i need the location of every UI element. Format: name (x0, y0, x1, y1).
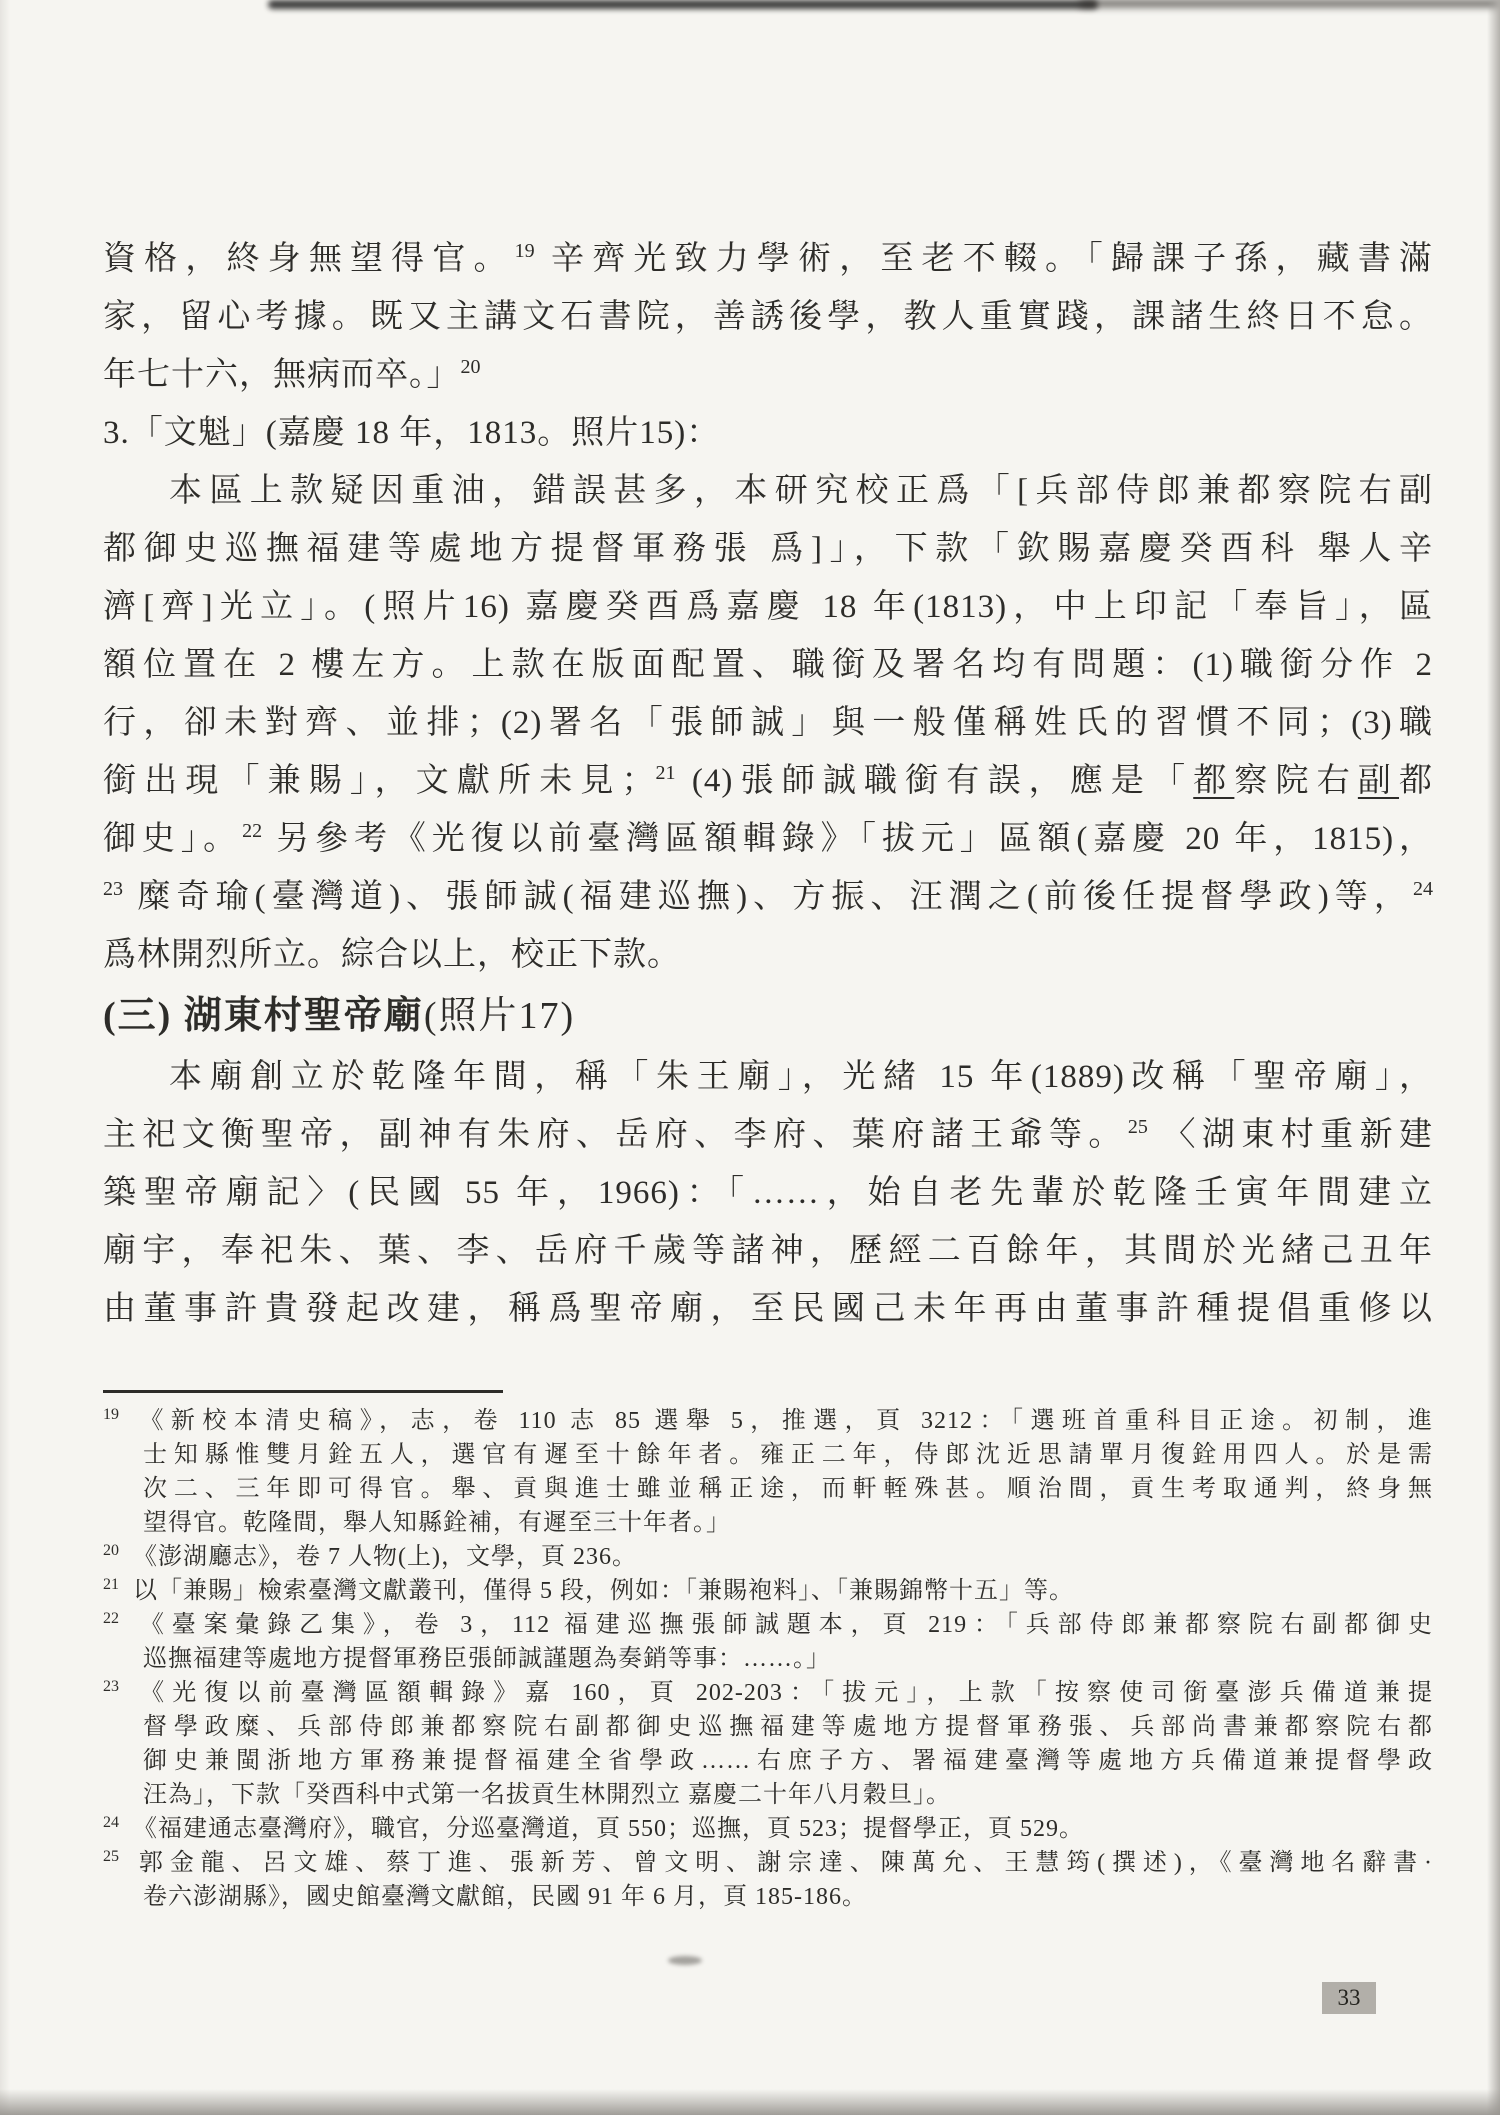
text-segment: 本區上款疑因重油，錯誤甚多，本研究校正爲「[兵部侍郎兼都察院右副 (169, 473, 1433, 509)
footnote-line: $^{24}$ 《福建通志臺灣府》，職官，分巡臺灣道，頁 550；巡撫，頁 523；提督學正，頁 529。 (103, 1814, 1084, 1842)
text-line (103, 1164, 1433, 1222)
text-segment: 爲林開烈所立。綜合以上，校正下款。 (103, 937, 681, 973)
footnote-line: 士知縣惟雙月銓五人，選官有遲至十餘年者。雍正二年，侍郎沈近思請單月復銓用四人。於是需 (143, 1442, 1433, 1468)
footnote-line: $^{23}$ 《光復以前臺灣區額輯錄》嘉 160，頁 202-203：「拔元」，上款「按察使司銜臺澎兵備道兼提 (103, 1678, 1433, 1706)
footnote-line: 望得官。乾隆間，舉人知縣銓補，有遲至三十年者。」 (143, 1510, 731, 1536)
text-segment: 銜出現「兼賜」，文獻所未見； (103, 763, 656, 799)
text-line (103, 346, 1433, 404)
text-line (103, 694, 1433, 752)
footnote-ref: 20 (460, 356, 481, 378)
footnote-number: 23 (103, 1678, 119, 1695)
text-segment: 主祀文衡聖帝，副神有朱府、岳府、李府、葉府諸王爺等。 (103, 1117, 1128, 1153)
text-segment: (4)張師誠職銜有誤，應是「 (675, 763, 1194, 799)
footnote-separator (103, 1390, 503, 1393)
text-segment: 察院右 (1234, 763, 1358, 799)
text-segment: 副 (1357, 763, 1400, 799)
main-text (103, 230, 1433, 1338)
scan-artifact-speck (668, 1956, 702, 1965)
text-segment: 濟[齊]光立」。(照片16) 嘉慶癸酉爲嘉慶 18 年(1813)，中上印記「奉旨」，區 (103, 589, 1433, 625)
text-segment: 廟宇，奉祀朱、葉、李、岳府千歲等諸神，歷經二百餘年，其間於光緒己丑年 (103, 1233, 1433, 1269)
scan-artifact-right-edge (1487, 0, 1500, 2115)
footnote-line: 次二、三年即可得官。舉、貢與進士雖並稱正途，而軒輊殊甚。順治間，貢生考取通判，終身無 (143, 1476, 1433, 1502)
text-segment: 築聖帝廟記〉(民國 55 年，1966)：「……，始自老先輩於乾隆壬寅年間建立 (103, 1175, 1433, 1211)
footnote-line: $^{20}$ 《澎湖廳志》，卷 7 人物(上)，文學，頁 236。 (103, 1542, 637, 1570)
footnote-ref: 25 (1127, 1116, 1148, 1138)
text-segment: 行，卻未對齊、並排；(2)署名「張師誠」與一般僅稱姓氏的習慣不同；(3)職 (103, 705, 1433, 741)
section-heading (103, 984, 1433, 1048)
footnote-line: $^{21}$ 以「兼賜」檢索臺灣文獻叢刊，僅得 5 段，例如：「兼賜袍料」、「兼賜錦幣十五」等。 (103, 1576, 1074, 1604)
footnote-number: 24 (103, 1814, 119, 1831)
footnote-line: 御史兼閩浙地方軍務兼提督福建全省學政……右庶子方、署福建臺灣等處地方兵備道兼提督學政 (143, 1748, 1433, 1774)
text-segment: 年七十六，無病而卒。」 (103, 357, 461, 393)
footnote-number: 20 (103, 1542, 119, 1559)
text-segment: (照片17) (423, 995, 576, 1037)
scan-artifact-left-edge (0, 0, 10, 2115)
text-line (103, 288, 1433, 346)
text-segment: 3.「文魁」(嘉慶 18 年，1813。照片15)： (103, 415, 721, 451)
text-segment: 都 (1193, 763, 1235, 799)
footnote-ref: 23 (103, 878, 123, 900)
footnote-ref: 21 (655, 762, 676, 784)
footnote-ref: 24 (1413, 878, 1433, 900)
footnote-line: 汪為」，下款「癸酉科中式第一名拔貢生林開烈立 嘉慶二十年八月穀旦」。 (143, 1782, 951, 1808)
text-segment: 另參考《光復以前臺灣區額輯錄》「拔元」區額(嘉慶 20 年，1815)， (262, 821, 1433, 857)
footnotes (103, 1404, 1433, 1914)
text-line (103, 578, 1433, 636)
footnote-number: 19 (103, 1406, 119, 1423)
text-line (103, 1280, 1433, 1338)
text-segment: 御史」。 (103, 821, 243, 857)
text-segment: 資格，終身無望得官。 (103, 241, 515, 277)
footnote-line: 巡撫福建等處地方提督軍務臣張師誠謹題為奏銷等事：……。」 (143, 1646, 831, 1672)
footnote-ref: 22 (242, 820, 263, 842)
text-segment: 家，留心考據。既又主講文石書院，善誘後學，教人重實踐，課諸生終日不怠。 (103, 299, 1433, 335)
text-segment: 糜奇瑜(臺灣道)、張師誠(福建巡撫)、方振、汪潤之(前後任提督學政)等， (123, 879, 1413, 915)
text-segment: 〈湖東村重新建 (1147, 1117, 1434, 1153)
scan-artifact-top-streak (268, 0, 1098, 9)
text-line (103, 1222, 1433, 1280)
footnote-line: $^{22}$ 《臺案彙錄乙集》，卷 3，112 福建巡撫張師誠題本，頁 219：「兵部侍郎兼都察院右副都御史 (103, 1610, 1433, 1638)
scan-artifact-bottom-edge (0, 2089, 1500, 2115)
text-segment: (三) 湖東村聖帝廟 (103, 995, 424, 1037)
text-line (103, 520, 1433, 578)
text-line (103, 810, 1433, 868)
text-line (103, 230, 1433, 288)
page-number: 33 (1322, 1982, 1376, 2014)
footnote-line: 督學政糜、兵部侍郎兼都察院右副都御史巡撫福建等處地方提督軍務張、兵部尚書兼都察院右都 (143, 1714, 1433, 1740)
footnote-line: $^{19}$ 《新校本清史稿》，志，卷 110 志 85 選舉 5，推選，頁 3212：「選班首重科目正途。初制，進 (103, 1406, 1433, 1434)
text-line (103, 926, 1433, 984)
text-line (103, 404, 1433, 462)
text-line (103, 868, 1433, 926)
text-segment: 額位置在 2 樓左方。上款在版面配置、職銜及署名均有問題：(1)職銜分作 2 (103, 647, 1433, 683)
text-segment: 本廟創立於乾隆年間，稱「朱王廟」，光緒 15 年(1889)改稱「聖帝廟」， (169, 1059, 1433, 1095)
text-line (103, 1048, 1433, 1106)
text-segment: 都御史巡撫福建等處地方提督軍務張 爲]」，下款「欽賜嘉慶癸酉科 舉人辛 (103, 531, 1433, 567)
text-segment: 辛齊光致力學術，至老不輟。「歸課子孫，藏書滿 (534, 241, 1433, 277)
text-line (103, 462, 1433, 520)
footnote-line: $^{25}$ 郭金龍、呂文雄、蔡丁進、張新芳、曾文明、謝宗達、陳萬允、王慧筠(撰述)，《臺灣地名辭書· (103, 1848, 1433, 1876)
footnote-number: 21 (103, 1576, 119, 1593)
text-line (103, 1106, 1433, 1164)
footnote-number: 22 (103, 1610, 119, 1627)
text-line (103, 636, 1433, 694)
text-segment: 都 (1399, 763, 1434, 799)
scan-artifact-top-right-smudge (1080, 0, 1500, 7)
text-segment: 由董事許貴發起改建，稱爲聖帝廟，至民國己未年再由董事許種提倡重修以 (103, 1291, 1433, 1327)
footnote-ref: 19 (514, 240, 535, 262)
footnote-number: 25 (103, 1848, 119, 1865)
text-line (103, 752, 1433, 810)
footnote-line: 卷六澎湖縣》，國史館臺灣文獻館，民國 91 年 6 月，頁 185-186。 (143, 1884, 867, 1910)
